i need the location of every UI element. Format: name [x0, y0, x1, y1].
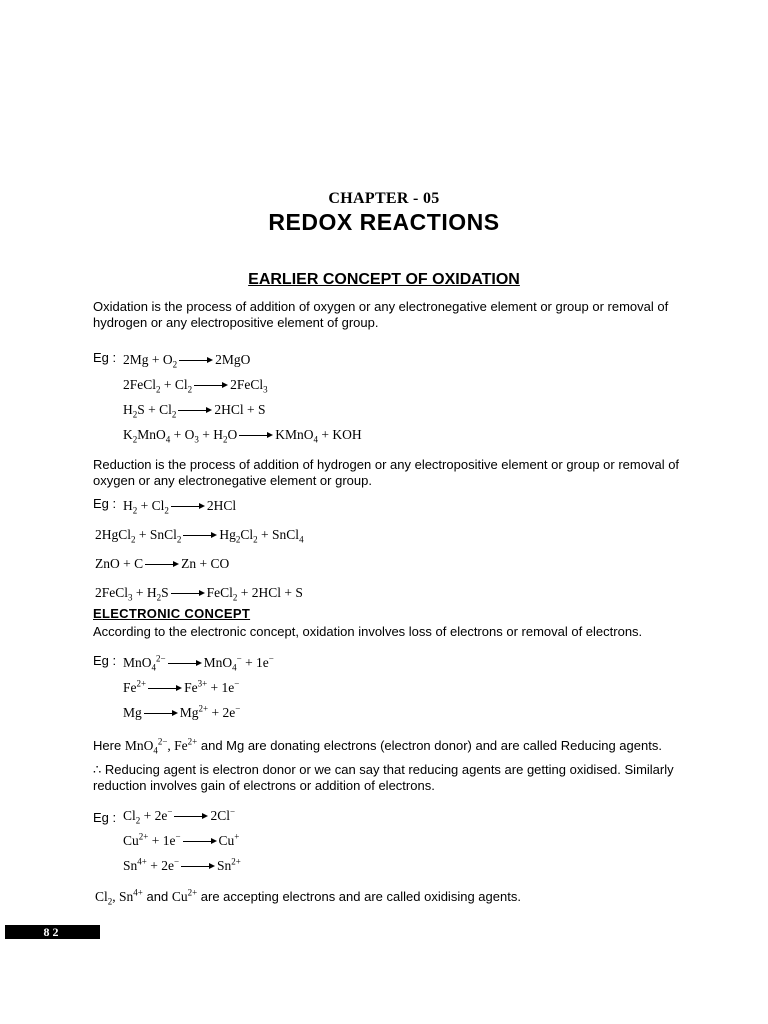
section-heading-earlier-concept: EARLIER CONCEPT OF OXIDATION — [248, 271, 520, 288]
section-heading-electronic-concept: ELECTRONIC CONCEPT — [93, 606, 251, 621]
eg-label: Eg : — [93, 810, 117, 825]
formula: $Cl_2$, $Sn^{4+}$ — [95, 887, 143, 907]
and-word: and — [146, 889, 169, 904]
arrow-icon — [183, 837, 217, 847]
oxidation-definition: Oxidation is the process of addition of oxygen or any electronegative element or group or removal of hydrogen or any electropositive element of group. — [93, 299, 669, 330]
eg-label: Eg : — [93, 653, 117, 668]
page-number: 82 — [5, 925, 100, 939]
arrow-icon — [183, 531, 217, 541]
equation: $2Mg + O_2$ 2MgO — [123, 352, 251, 370]
electronic-concept-text: According to the electronic concept, oxidation involves loss of electrons or removal of electrons. — [93, 624, 643, 639]
arrow-icon — [239, 431, 273, 441]
equation: $Fe^{2+}$ $Fe^{3+} + 1e^-$ — [123, 678, 240, 695]
arrow-icon — [144, 709, 178, 719]
equation: 2HgCl$_2$ + SnCl$_2$ $Hg_2Cl_2$ + SnCl$_4$ — [95, 527, 304, 545]
arrow-icon — [145, 560, 179, 570]
equation: 2FeCl$_3$ + $H_2S$ FeCl$_2$ + 2HCl + S — [95, 585, 303, 603]
arrow-icon — [174, 812, 208, 822]
here-suffix: and Mg are donating electrons (electron donor) and are called Reducing agents. — [200, 738, 662, 753]
equation: $Cu^{2+} + 1e^-$ Cu+ — [123, 831, 240, 848]
formula: $Cu^{2+}$ — [171, 887, 198, 904]
arrow-icon — [168, 659, 202, 669]
arrow-icon — [181, 862, 215, 872]
therefore-text: Reducing agent is electron donor or we can say that reducing agents are getting oxidised. Similarly reduction involves gain of electrons or addition of electrons. — [93, 762, 674, 793]
arrow-icon — [194, 381, 228, 391]
arrow-icon — [179, 356, 213, 366]
equation: $Cl_2 + 2e^-$ 2Cl− — [123, 806, 236, 826]
eg-label: Eg : — [93, 496, 117, 511]
formula: MnO$_4^{2-}$, $Fe^{2+}$ — [124, 736, 198, 756]
eg-label: Eg : — [93, 350, 117, 365]
reducing-agents-sentence — [93, 738, 662, 754]
chapter-label: CHAPTER - 05 — [328, 190, 440, 207]
arrow-icon — [171, 502, 205, 512]
closing-text: are accepting electrons and are called oxidising agents. — [200, 889, 521, 904]
equation: $Sn^{4+} + 2e^-$ $Sn^{2+}$ — [123, 856, 241, 873]
oxidising-agents-sentence — [95, 889, 521, 905]
equation: $H_2 + Cl_2$ 2HCl — [123, 498, 237, 516]
arrow-icon — [171, 589, 205, 599]
equation: Mg $Mg^{2+} + 2e^-$ — [123, 703, 241, 720]
equation: ZnO + C Zn + CO — [95, 556, 230, 571]
page-title: REDOX REACTIONS — [268, 209, 500, 235]
arrow-icon — [178, 406, 212, 416]
equation: $K_2MnO_4 + O_3 + H_2O$ KMnO$_4$ + KOH — [123, 427, 362, 445]
therefore-paragraph — [93, 762, 723, 794]
equation: MnO$_4^{2-}$ MnO$_4$− + 1e− — [123, 653, 274, 673]
therefore-icon: ∴ — [93, 762, 102, 777]
equation: 2FeCl$_2$ + $Cl_2$ 2FeCl$_3$ — [123, 377, 268, 395]
arrow-icon — [148, 684, 182, 694]
reduction-definition: Reduction is the process of addition of hydrogen or any electropositive element or group or removal of oxygen or any electronegative element or group. — [93, 457, 680, 488]
equation: $H_2S + Cl_2$ 2HCl + S — [123, 402, 266, 420]
here-prefix: Here — [93, 738, 122, 753]
